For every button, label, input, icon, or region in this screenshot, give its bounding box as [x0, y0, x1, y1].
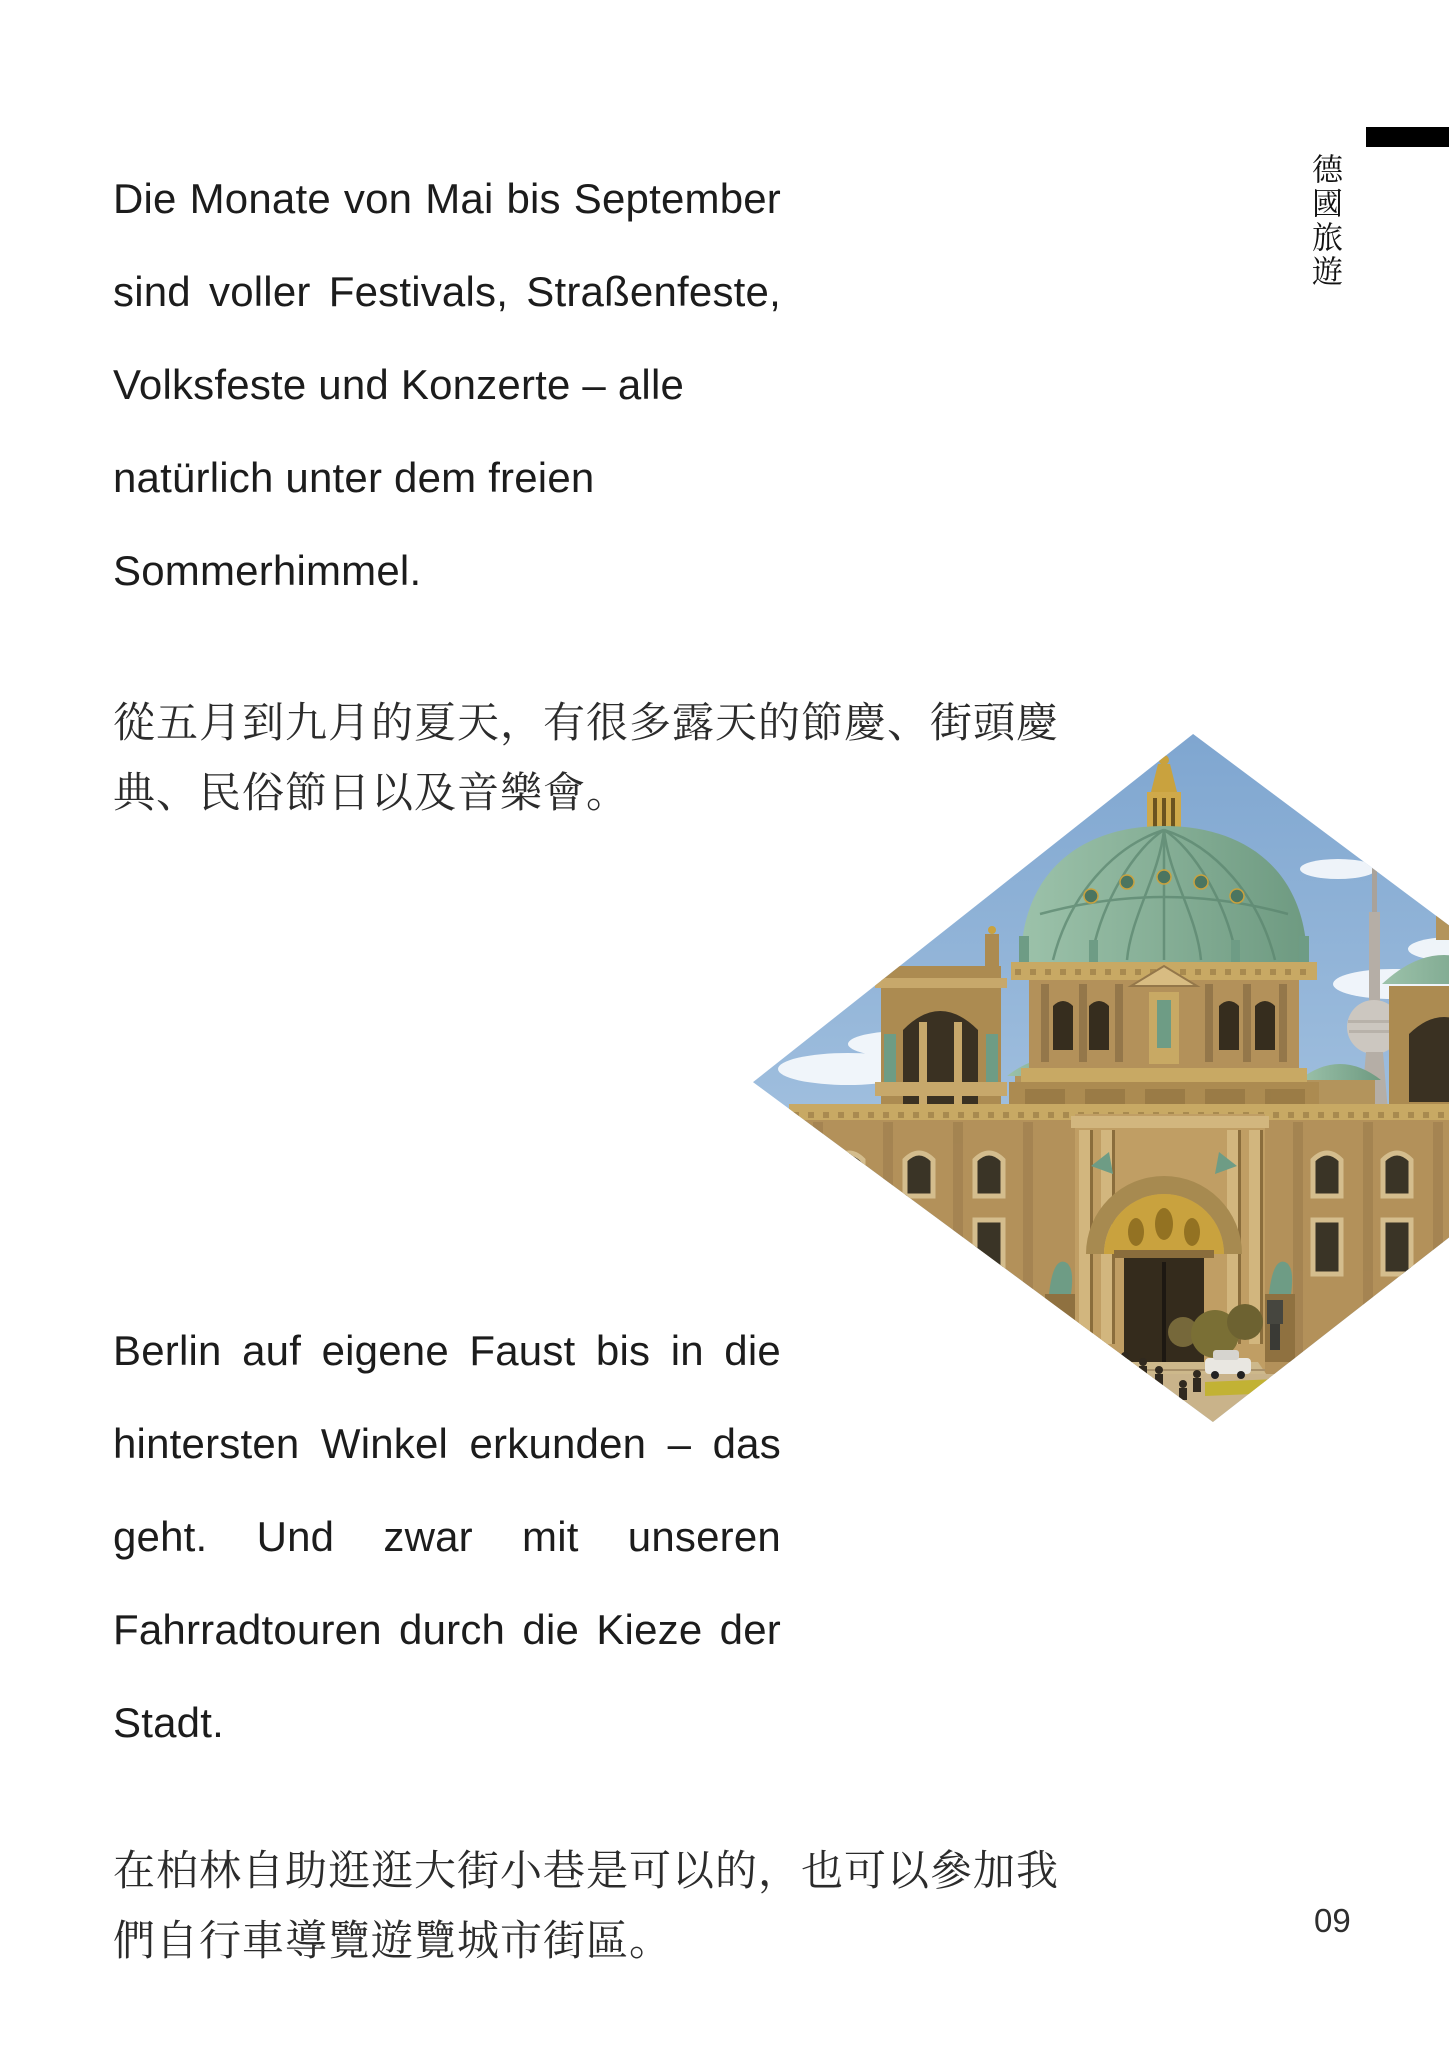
chinese-paragraph-2: 在柏林自助逛逛大街小巷是可以的，也可以參加我們自行車導覽遊覽城市街區。 [113, 1847, 1060, 1964]
page-number: 09 [1314, 1902, 1351, 1939]
german-paragraph-1 [113, 152, 781, 617]
heading-line: natürlich unter dem freien [113, 454, 595, 501]
heading-line: Volksfeste und Konzerte – alle [113, 361, 685, 408]
heading-line: geht. Und zwar mit unseren [113, 1513, 781, 1560]
corner-bar [1366, 127, 1449, 147]
chinese-paragraph-1: 從五月到九月的夏天，有很多露天的節慶、街頭慶典、民俗節日以及音樂會。 [113, 699, 1060, 816]
heading-line: Fahrradtouren durch die Kieze der [113, 1606, 781, 1653]
monument [1270, 1322, 1280, 1350]
heading-line: hintersten Winkel erkunden – das [113, 1420, 781, 1467]
heading-line: Berlin auf eigene Faust bis in die [113, 1327, 781, 1374]
berlin-cathedral-illustration [753, 734, 1449, 1422]
heading-line: Sommerhimmel. [113, 547, 422, 594]
chapter-vertical-title: 德國旅遊 [1307, 153, 1342, 289]
heading-line: Die Monate von Mai bis September [113, 175, 781, 222]
heading-line: sind voller Festivals, Straßenfeste, [113, 268, 781, 315]
berlin-cathedral-photo [753, 734, 1449, 1422]
street-scene [1003, 1300, 1423, 1422]
german-paragraph-2 [113, 1304, 781, 1769]
cathedral-facade [789, 1104, 1449, 1384]
dome-drum [1009, 966, 1319, 1112]
heading-line: Stadt. [113, 1699, 224, 1746]
